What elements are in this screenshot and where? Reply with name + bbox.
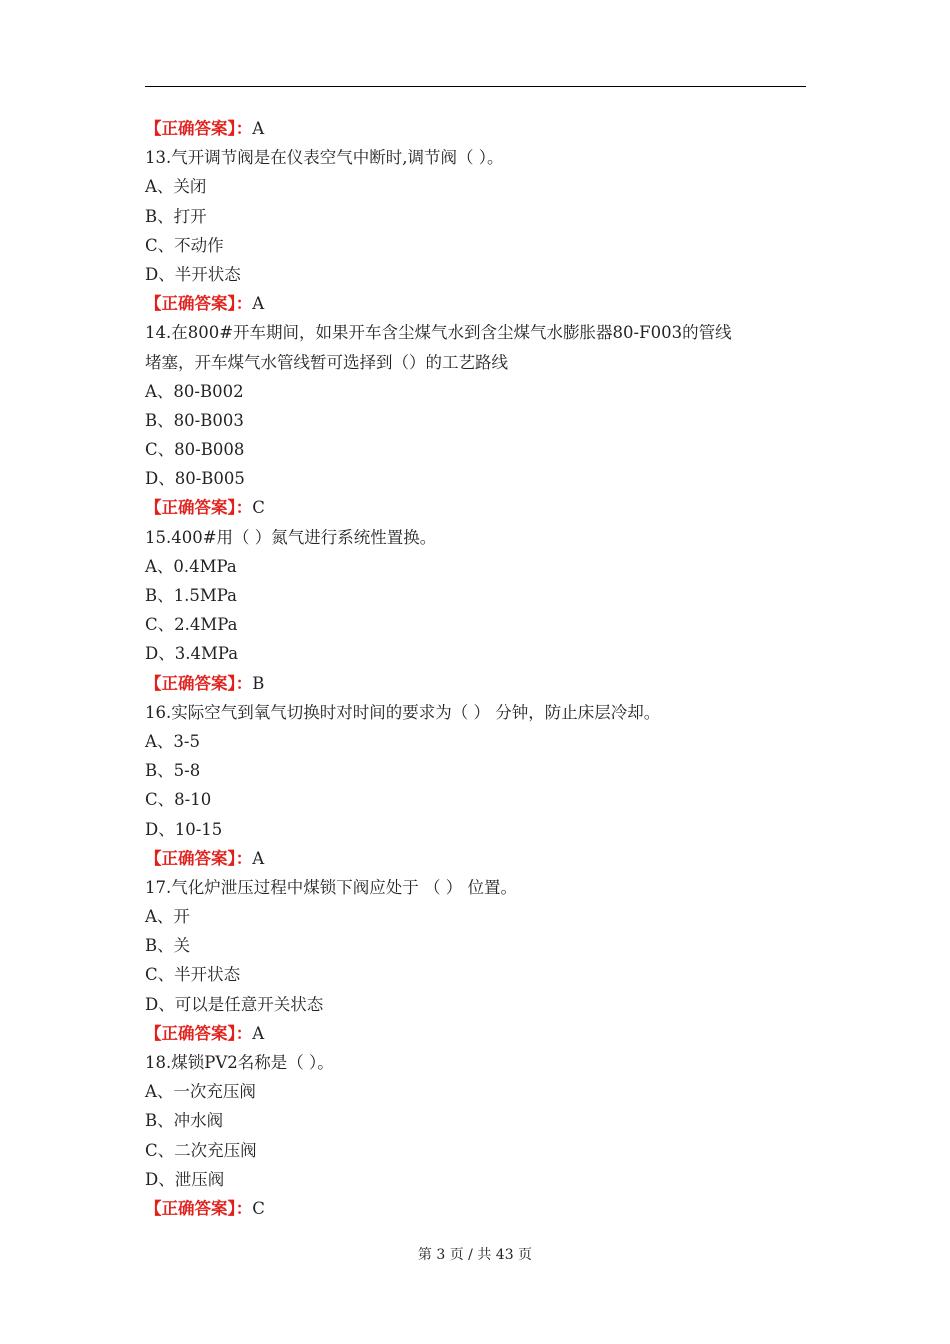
option-text: B、1.5MPa — [145, 586, 237, 605]
answer-label: 【正确答案】： — [145, 673, 253, 693]
answer-value: A — [252, 1023, 265, 1043]
option-text: A、0.4MPa — [145, 556, 237, 576]
answer-label: 【正确答案】： — [145, 119, 253, 138]
answer-value: A — [252, 848, 265, 868]
answer-value: C — [252, 1198, 265, 1218]
option-text: B、80-B003 — [145, 410, 244, 430]
answer-value: A — [252, 119, 265, 138]
option-text: C、半开状态 — [145, 965, 241, 985]
question-text: 18.煤锁PV2名称是（ ）。 — [145, 1053, 334, 1072]
option-text: A、3-5 — [145, 731, 200, 751]
answer-line — [145, 669, 815, 698]
answer-value: A — [252, 294, 265, 314]
answer-line — [145, 289, 815, 318]
answer-line — [145, 114, 815, 143]
option-text: A、80-B002 — [145, 381, 244, 401]
answer-label: 【正确答案】： — [145, 1198, 253, 1218]
question-text: 17.气化炉泄压过程中煤锁下阀应处于 （ ） 位置。 — [145, 877, 517, 897]
option-text: B、关 — [145, 936, 191, 956]
question-text: 堵塞，开车煤气水管线暂可选择到（）的工艺路线 — [145, 352, 508, 372]
answer-label: 【正确答案】： — [145, 1023, 253, 1043]
question-text: 13.气开调节阀是在仪表空气中断时,调节阀（ ）。 — [145, 148, 504, 168]
answer-line — [145, 1019, 815, 1048]
question-text: 16.实际空气到氧气切换时对时间的要求为（ ） 分钟，防止床层冷却。 — [145, 702, 661, 722]
option-text: B、冲水阀 — [145, 1111, 224, 1131]
option-text: D、泄压阀 — [145, 1169, 225, 1189]
option-text: D、可以是任意开关状态 — [145, 994, 324, 1014]
option-text: D、80-B005 — [145, 469, 245, 489]
option-text: B、打开 — [145, 206, 207, 226]
answer-value: C — [252, 498, 265, 518]
header-rule — [145, 86, 806, 87]
option-text: B、5-8 — [145, 761, 201, 781]
answer-value: B — [252, 673, 265, 693]
option-text: C、8-10 — [145, 790, 212, 810]
option-text: A、开 — [145, 907, 190, 927]
document-body — [145, 114, 815, 1223]
option-text: A、关闭 — [145, 177, 207, 197]
answer-line — [145, 493, 815, 522]
option-text: C、二次充压阀 — [145, 1140, 257, 1160]
option-text: D、3.4MPa — [145, 644, 239, 664]
option-text: C、80-B008 — [145, 440, 245, 460]
question-text: 14.在800#开车期间，如果开车含尘煤气水到含尘煤气水膨胀器80-F003的管线 — [145, 323, 732, 343]
answer-line — [145, 844, 815, 873]
option-text: D、10-15 — [145, 819, 223, 839]
answer-label: 【正确答案】： — [145, 498, 253, 518]
option-text: C、2.4MPa — [145, 615, 238, 635]
option-text: A、一次充压阀 — [145, 1082, 256, 1102]
answer-line — [145, 1194, 815, 1223]
question-text: 15.400#用（ ）氮气进行系统性置换。 — [145, 527, 437, 547]
page-footer: 第 3 页 / 共 43 页 — [417, 1247, 533, 1263]
answer-label: 【正确答案】： — [145, 848, 253, 868]
answer-label: 【正确答案】： — [145, 294, 253, 314]
option-text: D、半开状态 — [145, 264, 241, 284]
option-text: C、不动作 — [145, 235, 224, 255]
